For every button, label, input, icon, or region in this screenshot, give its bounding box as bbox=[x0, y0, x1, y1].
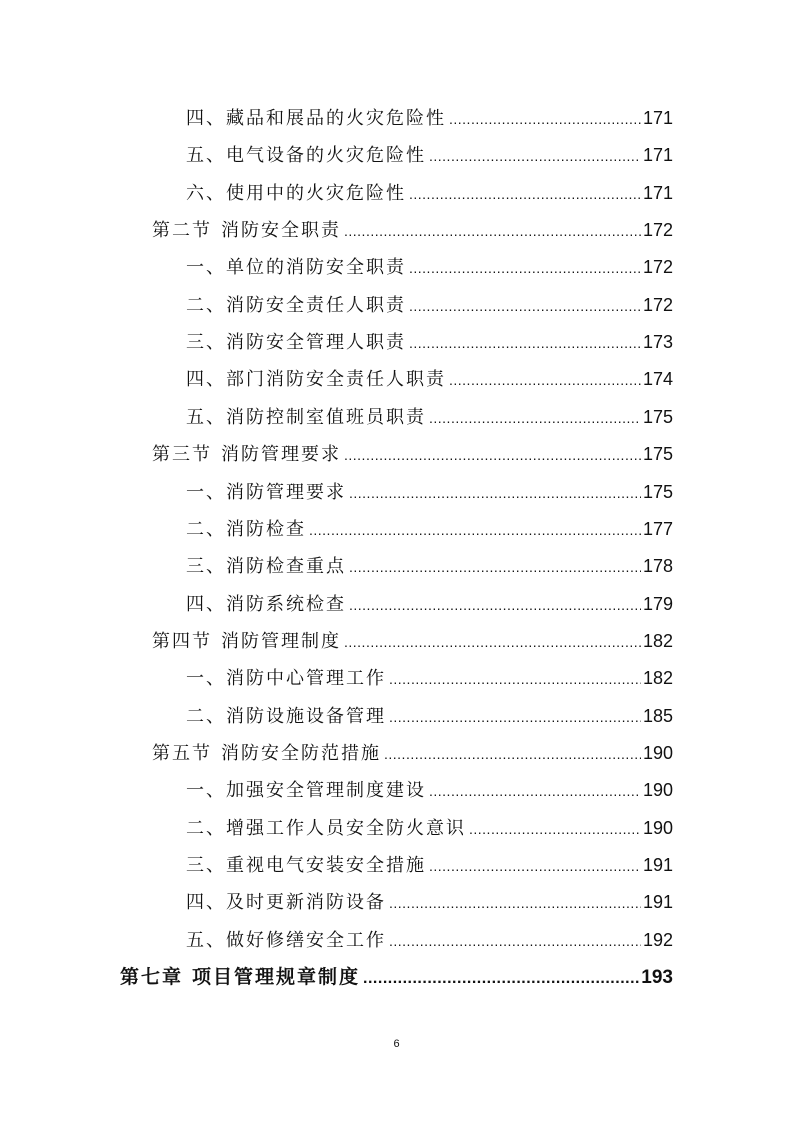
toc-dot-leader bbox=[429, 138, 641, 175]
toc-entry-number: 五、 bbox=[186, 145, 226, 167]
toc-dot-leader bbox=[409, 325, 641, 362]
toc-entry-title bbox=[152, 623, 341, 660]
toc-entry-title bbox=[186, 100, 446, 137]
toc-dot-leader bbox=[449, 101, 641, 138]
toc-entry-title bbox=[186, 922, 386, 959]
toc-entry-text: 消防控制室值班员职责 bbox=[226, 406, 426, 428]
toc-entry-number: 第七章 bbox=[120, 966, 184, 989]
toc-item-entry[interactable] bbox=[186, 137, 673, 174]
toc-dot-leader bbox=[389, 923, 641, 960]
toc-section-entry[interactable] bbox=[152, 735, 673, 772]
toc-entry-text: 消防安全防范措施 bbox=[221, 742, 381, 764]
toc-page-number: 171 bbox=[642, 145, 673, 166]
toc-item-entry[interactable] bbox=[186, 175, 673, 212]
toc-entry-text: 消防管理制度 bbox=[221, 630, 341, 652]
toc-entry-text: 消防设施设备管理 bbox=[226, 705, 386, 727]
toc-item-entry[interactable] bbox=[186, 586, 673, 623]
toc-page-number: 172 bbox=[642, 294, 673, 315]
toc-item-entry[interactable] bbox=[186, 698, 673, 735]
toc-page-number: 190 bbox=[642, 817, 673, 838]
toc-entry-title bbox=[152, 735, 381, 772]
toc-entry-text: 重视电气安装安全措施 bbox=[226, 855, 426, 876]
toc-entry-title bbox=[186, 847, 426, 884]
toc-item-entry[interactable] bbox=[186, 249, 673, 286]
toc-page-number: 175 bbox=[642, 444, 673, 465]
toc-entry-number: 四、 bbox=[186, 892, 226, 914]
toc-entry-title bbox=[186, 324, 406, 361]
toc-item-entry[interactable] bbox=[186, 660, 673, 697]
toc-entry-number: 第四节 bbox=[152, 630, 212, 652]
toc-page-number: 178 bbox=[642, 556, 673, 577]
toc-entry-title bbox=[186, 698, 386, 735]
toc-item-entry[interactable] bbox=[186, 100, 673, 137]
toc-entry-title bbox=[186, 511, 306, 548]
toc-entry-text: 增强工作人员安全防火意识 bbox=[226, 817, 466, 839]
toc-entry-text: 单位的消防安全职责 bbox=[226, 257, 406, 279]
toc-item-entry[interactable] bbox=[186, 511, 673, 548]
toc-entry-number: 第三节 bbox=[152, 444, 212, 466]
toc-entry-number: 四、 bbox=[186, 108, 226, 129]
toc-entry-title bbox=[186, 660, 386, 697]
toc-dot-leader bbox=[449, 362, 641, 399]
toc-entry-number: 二、 bbox=[186, 294, 226, 316]
toc-dot-leader bbox=[409, 288, 641, 325]
toc-entry-title bbox=[186, 399, 426, 436]
toc-entry-text: 消防管理要求 bbox=[226, 481, 346, 503]
toc-dot-leader bbox=[349, 475, 641, 512]
toc-dot-leader bbox=[349, 549, 641, 586]
toc-page-number: 173 bbox=[642, 332, 673, 353]
toc-entry-title bbox=[186, 175, 406, 212]
toc-entry-number: 一、 bbox=[186, 481, 226, 503]
toc-dot-leader bbox=[389, 661, 641, 698]
toc-entry-number: 二、 bbox=[186, 705, 226, 727]
toc-section-entry[interactable] bbox=[152, 436, 673, 473]
toc-page-number: 175 bbox=[642, 406, 673, 427]
toc-entry-title bbox=[186, 884, 386, 921]
toc-entry-number: 一、 bbox=[186, 668, 226, 690]
toc-entry-text: 消防中心管理工作 bbox=[226, 668, 386, 690]
toc-dot-leader bbox=[389, 885, 641, 922]
toc-page-number: 190 bbox=[642, 780, 673, 801]
toc-entry-number: 二、 bbox=[186, 817, 226, 839]
toc-item-entry[interactable] bbox=[186, 548, 673, 585]
toc-page-number: 185 bbox=[642, 705, 673, 726]
toc-dot-leader bbox=[363, 960, 639, 997]
toc-entry-number: 四、 bbox=[186, 369, 226, 391]
toc-page-number: 171 bbox=[642, 108, 673, 128]
toc-item-entry[interactable] bbox=[186, 287, 673, 324]
toc-item-entry[interactable] bbox=[186, 847, 673, 884]
toc-entry-text: 部门消防安全责任人职责 bbox=[226, 369, 446, 391]
toc-entry-title bbox=[152, 212, 341, 249]
toc-entry-text: 藏品和展品的火灾危险性 bbox=[226, 108, 446, 129]
toc-page-number: 182 bbox=[642, 668, 673, 689]
toc-page-number: 172 bbox=[642, 220, 673, 241]
toc-page-number: 192 bbox=[642, 929, 673, 950]
toc-entry-text: 消防系统检查 bbox=[226, 593, 346, 615]
toc-entry-text: 消防管理要求 bbox=[221, 444, 341, 466]
toc-page-number: 172 bbox=[642, 257, 673, 278]
toc-entry-number: 第五节 bbox=[152, 742, 212, 764]
toc-entry-title bbox=[186, 772, 426, 809]
toc-page-number: 191 bbox=[642, 892, 673, 913]
toc-entry-number: 三、 bbox=[186, 332, 226, 354]
toc-entry-text: 消防安全职责 bbox=[221, 220, 341, 242]
toc-entry-title bbox=[186, 548, 346, 585]
toc-entry-text: 项目管理规章制度 bbox=[192, 966, 361, 989]
toc-entry-number: 三、 bbox=[186, 855, 226, 876]
toc-entry-number: 三、 bbox=[186, 556, 226, 578]
toc-entry-title bbox=[152, 436, 341, 473]
toc-dot-leader bbox=[344, 213, 641, 250]
toc-entry-text: 消防安全管理人职责 bbox=[226, 332, 406, 354]
toc-dot-leader bbox=[309, 512, 641, 549]
toc-dot-leader bbox=[429, 848, 641, 885]
toc-entry-title bbox=[186, 474, 346, 511]
toc-entry-text: 使用中的火灾危险性 bbox=[226, 182, 406, 204]
toc-page-number: 179 bbox=[642, 593, 673, 614]
toc-dot-leader bbox=[384, 736, 641, 773]
toc-chapter-entry[interactable] bbox=[120, 959, 673, 996]
toc-dot-leader bbox=[344, 624, 641, 661]
page-number: 6 bbox=[393, 1038, 400, 1050]
toc-page-number: 191 bbox=[642, 855, 673, 875]
toc-entry-number: 五、 bbox=[186, 406, 226, 428]
toc-entry-text: 加强安全管理制度建设 bbox=[226, 780, 426, 802]
toc-entry-number: 一、 bbox=[186, 780, 226, 802]
toc-item-entry[interactable] bbox=[186, 884, 673, 921]
toc-entry-title bbox=[186, 137, 426, 174]
toc-page-number: 175 bbox=[642, 481, 673, 502]
toc-dot-leader bbox=[429, 400, 641, 437]
toc-page-number: 177 bbox=[642, 518, 673, 539]
toc-section-entry[interactable] bbox=[152, 623, 673, 660]
toc-dot-leader bbox=[469, 811, 641, 848]
toc-entry-text: 消防安全责任人职责 bbox=[226, 294, 406, 316]
toc-entry-title bbox=[186, 810, 466, 847]
toc-item-entry[interactable] bbox=[186, 810, 673, 847]
toc-entry-text: 做好修缮安全工作 bbox=[226, 929, 386, 951]
toc-item-entry[interactable] bbox=[186, 399, 673, 436]
toc-page-number: 190 bbox=[642, 742, 673, 763]
toc-entry-number: 五、 bbox=[186, 929, 226, 951]
toc-entry-number: 二、 bbox=[186, 518, 226, 540]
toc-page-number: 193 bbox=[641, 967, 673, 989]
toc-dot-leader bbox=[389, 699, 641, 736]
toc-page-number: 174 bbox=[642, 369, 673, 390]
toc-dot-leader bbox=[409, 250, 641, 287]
toc-dot-leader bbox=[429, 773, 641, 810]
toc-entry-title bbox=[186, 249, 406, 286]
toc-page-number: 171 bbox=[642, 182, 673, 203]
toc-dot-leader bbox=[344, 437, 641, 474]
toc-item-entry[interactable] bbox=[186, 324, 673, 361]
toc-entry-title bbox=[186, 287, 406, 324]
toc-item-entry[interactable] bbox=[186, 772, 673, 809]
toc-item-entry[interactable] bbox=[186, 361, 673, 398]
toc-entry-title bbox=[186, 586, 346, 623]
toc-section-entry[interactable] bbox=[152, 212, 673, 249]
toc-entry-text: 消防检查 bbox=[226, 518, 306, 540]
toc-entry-text: 电气设备的火灾危险性 bbox=[226, 145, 426, 167]
toc-dot-leader bbox=[349, 587, 641, 624]
toc-entry-text: 及时更新消防设备 bbox=[226, 892, 386, 914]
toc-entry-number: 六、 bbox=[186, 182, 226, 204]
toc-page-number: 182 bbox=[642, 630, 673, 651]
toc-entry-text: 消防检查重点 bbox=[226, 556, 346, 578]
toc-entry-number: 第二节 bbox=[152, 220, 212, 242]
toc-item-entry[interactable] bbox=[186, 922, 673, 959]
toc-item-entry[interactable] bbox=[186, 474, 673, 511]
toc-entry-number: 一、 bbox=[186, 257, 226, 279]
toc-dot-leader bbox=[409, 176, 641, 213]
toc-entry-title bbox=[120, 959, 360, 996]
toc-entry-title bbox=[186, 361, 446, 398]
toc-entry-number: 四、 bbox=[186, 593, 226, 615]
